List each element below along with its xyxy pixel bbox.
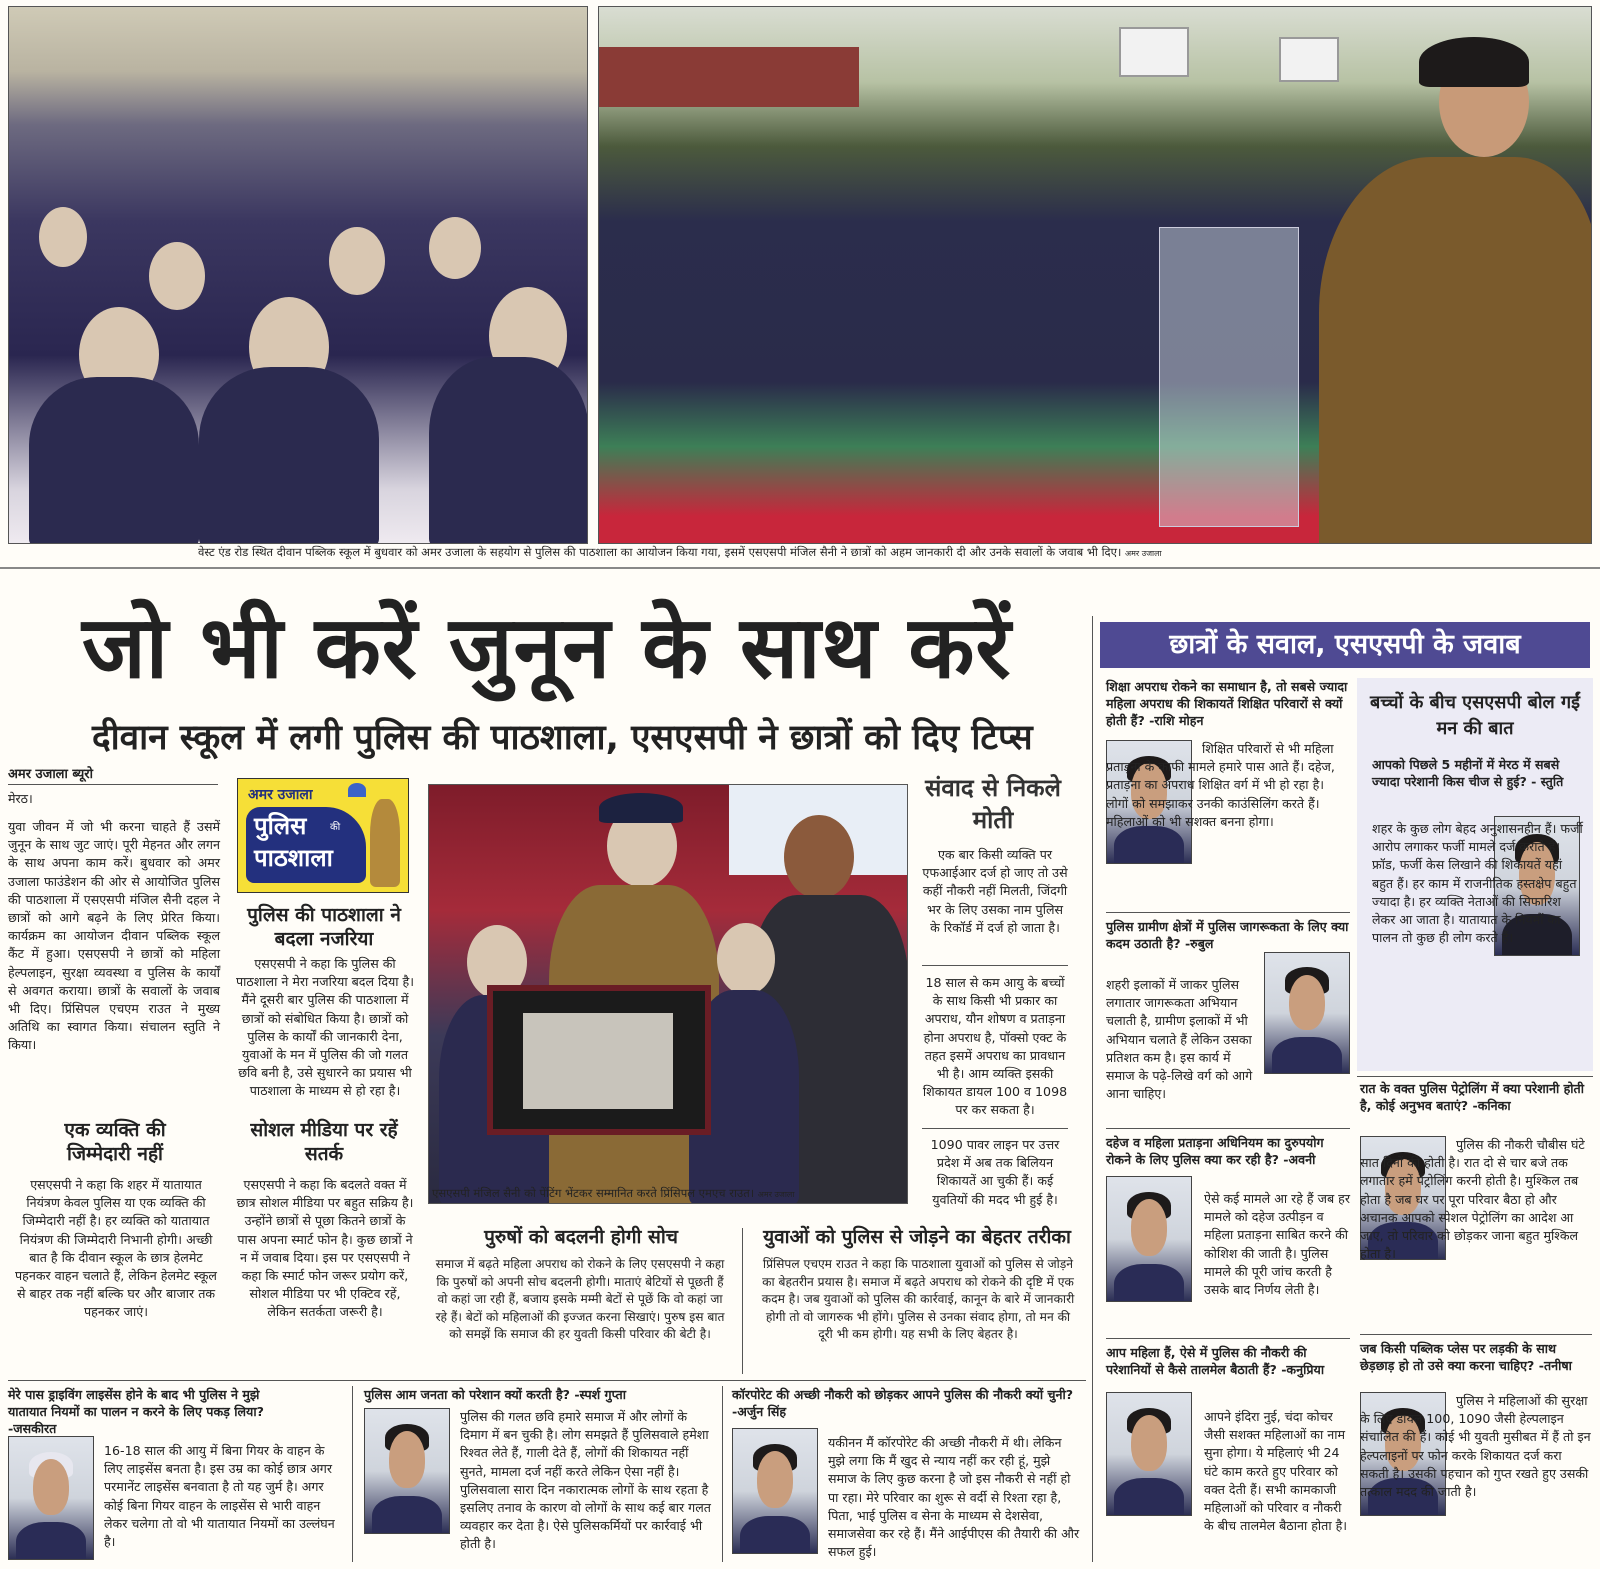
divider — [0, 567, 1600, 569]
bottom-qa-3-question: कॉरपोरेट की अच्छी नौकरी को छोड़कर आपने पुलिस की नौकरी क्यों चुनी? -अर्जुन सिंह — [732, 1387, 1074, 1419]
right-qa-3-question: दहेज व महिला प्रताड़ना अधिनियम का दुरुपयोग रोकने के लिए पुलिस क्या कर रही है? -अवनी — [1106, 1135, 1324, 1167]
photo-ssp-addressing-students — [598, 6, 1592, 544]
dateline: मेरठ। — [8, 791, 33, 806]
right-qa-2-question: पुलिस ग्रामीण क्षेत्रों में पुलिस जागरूकता के लिए क्या कदम उठाती है? -रुबुल — [1106, 919, 1349, 951]
siren-icon — [348, 783, 366, 797]
center-photo-caption: एसएसपी मंजिल सैनी को पेंटिंग भेंटकर सम्मानित करते प्रिंसिपल एमएच राउत। अमर उजाला — [432, 1186, 795, 1200]
samvad-title: संवाद से निकले मोती — [925, 774, 1061, 834]
qa-tanisha-answer: पुलिस ने महिलाओं की सुरक्षा के लिए डायल 100, 1090 जैसी हेल्पलाइन संचालित की हैं। कोई भी युवती मुसीबत में हैं तो इन हेल्पलाइनों पर फोन करके शिकायत दर्ज करा सकती है। उसकी पहचान को गुप्त रखते हुए उसकी तत्काल मदद की जाती है। — [1360, 1393, 1591, 1500]
student-photo-jaskirat — [8, 1436, 94, 1560]
bottom-qa-1-question: मेरे पास ड्राइविंग लाइसेंस होने के बाद भी पुलिस ने मुझे यातायात नियमों का पालन न करने के लिए पकड़ लिया? -जसकीरत — [8, 1387, 264, 1436]
logo-line1: पुलिस — [254, 812, 307, 840]
right-qa-4-answer: आपने इंदिरा नुई, चंदा कोचर जैसी सशक्त महिलाओं का नाम सुना होगा। ये महिलाएं भी 24 घंटे काम करते हुए परिवार को वक्त देती हैं। सभी कामकाजी महिलाओं को परिवार व नौकरी के बीच तालमेल बैठाना होता है। — [1204, 1409, 1348, 1534]
section-title-social: सोशल मीडिया पर रहें सतर्क — [250, 1119, 398, 1165]
section-title-nazariya: पुलिस की पाठशाला ने बदला नजरिया — [247, 904, 401, 950]
headline: जो भी करें जुनून के साथ करें — [82, 598, 1012, 698]
police-figure-icon — [370, 799, 400, 887]
photo-students-girls — [8, 6, 588, 544]
box-mann-question: आपको पिछले 5 महीनों में मेरठ में सबसे ज्यादा परेशानी किस चीज से हुई? - स्तुति — [1372, 757, 1564, 789]
right-qa-2-answer: शहरी इलाकों में जाकर पुलिस लगातार जागरूकता अभियान चलाती है, ग्रामीण इलाकों में भी अभियान चलाते हैं लेकिन उसका प्रतिशत कम है। इस कार्य में समाज के पढ़े-लिखे वर्ग को आगे आना चाहिए। — [1106, 977, 1253, 1102]
section-text-nazariya: एसएसपी ने कहा कि पुलिस की पाठशाला ने मेरा नजरिया बदल दिया है। मैंने दूसरी बार पुलिस की पाठशाला में छात्रों को संबोधित किया है। छात्रों को पुलिस के कार्यों की जानकारी देना, युवाओं के मन में पुलिस की जो गलत छवि बनी है, उसे सुधारने का प्रयास भी पाठशाला के माध्यम से हो रहा है। — [235, 956, 414, 1099]
framed-painting — [487, 985, 711, 1135]
bottom-qa-2-answer: पुलिस की गलत छवि हमारे समाज में और लोगों के दिमाग में बन चुकी है। लोग समझते हैं पुलिसवाले हमेशा रिश्वत लेते हैं, गाली देते हैं, लोगों की शिकायत नहीं सुनते, मामला दर्ज नहीं करते लेकिन ऐसा नहीं है। पुलिसवाला सारा दिन नकारात्मक लोगों के साथ रहता है इसलिए तनाव के कारण वो लोगों के साथ कई बार गलत व्यवहार कर देता है। ऐसे पुलिसकर्मियों पर कार्रवाई भी होती है। — [460, 1409, 711, 1552]
student-photo-kanupriya — [1106, 1392, 1192, 1516]
photo-principal-honours-ssp — [428, 784, 908, 1204]
top-photo-caption: वेस्ट एंड रोड स्थित दीवान पब्लिक स्कूल में बुधवार को अमर उजाला के सहयोग से पुलिस की पाठशाला का आयोजन किया गया, इसमें एसएसपी मंजिल सैनी ने छात्रों को अहम जानकारी दी और उनके सवालों के जवाब भी दिए। अमर उजाला — [198, 545, 1162, 559]
section-text-vyakti: एसएसपी ने कहा कि शहर में यातायात नियंत्रण केवल पुलिस या एक व्यक्ति की जिम्मेदारी नहीं है। हर व्यक्ति को यातायात नियंत्रण की जिम्मेदारी निभानी होगी। अच्छी बात है कि दीवान स्कूल के छात्र हेलमेट पहनकर वाहन चलाते हैं, लेकिन हेलमेट स्कूल से बाहर तक नहीं बल्कि घर और बाजार तक पहनकर जाएं। — [15, 1177, 217, 1320]
logo-brand: अमर उजाला — [248, 787, 313, 803]
logo-line2: पाठशाला — [254, 844, 333, 872]
section-title-purush: पुरुषों को बदलनी होगी सोच — [484, 1226, 678, 1248]
bottom-qa-3-answer: यकीनन मैं कॉरपोरेट की अच्छी नौकरी में थी। लेकिन मुझे लगा कि मैं खुद से न्याय नहीं कर रही हूं, मुझे समाज के लिए कुछ करना है जो इस नौकरी से नहीं हो पा रहा। मेरे परिवार का शुरू से वर्दी से रिश्ता रहा है, पिता, भाई पुलिस व सेना के माध्यम से देशसेवा, समाजसेवा कर रहे हैं। मैंने आईपीएस की तैयारी की और सफल हुई। — [828, 1435, 1080, 1560]
section-text-social: एसएसपी ने कहा कि बदलते वक्त में छात्र सोशल मीडिया पर बहुत सक्रिय है। उन्होंने छात्रों से पूछा कितने छात्रों के पास अपना स्मार्ट फोन है। कुछ छात्रों ने न में जवाब दिया। इस पर एसएसपी ने कहा कि स्मार्ट फोन जरूर प्रयोग करें, सोशल मीडिया पर भी एक्टिव रहें, लेकिन सतर्कता जरूरी है। — [236, 1177, 414, 1320]
student-photo-rubul — [1264, 952, 1350, 1074]
samvad-p3: 1090 पावर लाइन पर उत्तर प्रदेश में अब तक बिलियन शिकायतें आ चुकी हैं। कई युवतियों की मदद भी हुई है। — [930, 1137, 1060, 1207]
qa-section-header: छात्रों के सवाल, एसएसपी के जवाब — [1100, 622, 1590, 668]
section-text-yuva: प्रिंसिपल एचएम राउत ने कहा कि पाठशाला युवाओं को पुलिस से जोड़ने का बेहतरीन प्रयास है। समाज में बढ़ते अपराध को रोकने की दृष्टि में एक कदम है। जब युवाओं को पुलिस की कार्रवाई, कानून के बारे में जानकारी होगी तो वो जागरुक भी होंगे। पुलिस से उनका संवाद होगा, तो मन की दूरी भी कम होगी। यह सभी के लिए बेहतर है। — [761, 1257, 1075, 1342]
bottom-qa-1-answer: 16-18 साल की आयु में बिना गियर के वाहन के लिए लाइसेंस बनता है। इस उम्र का कोई छात्र अगर परमानेंट लाइसेंस बनवाता है तो यह जुर्म है। अगर कोई बिना गियर वाहन के लाइसेंस से भारी वाहन लेकर चलेगा तो वो भी यातायात नियमों का उल्लंघन है। — [104, 1443, 335, 1550]
qa-kanika-question: रात के वक्त पुलिस पेट्रोलिंग में क्या परेशानी होती है, कोई अनुभव बताएं? -कनिका — [1360, 1081, 1584, 1113]
lead-article-text: युवा जीवन में जो भी करना चाहते हैं उसमें जुनून के साथ जुट जाएं। पूरी मेहनत और लगन के साथ अपना काम करें। बुधवार को अमर उजाला फाउंडेशन की ओर से आयोजित पुलिस की पाठशाला में एसएसपी मंजिल सैनी दहल ने छात्रों को आगे बढ़ने के लिए प्रेरित किया। कार्यक्रम का आयोजन दीवान पब्लिक स्कूल कैंट में हुआ। एसएसपी ने छात्रों को महिला हेल्पलाइन, सुरक्षा व्यवस्था व पुलिस के कार्यों से अवगत कराया। छात्रों के सवालों के जवाब भी दिए। प्रिंसिपल एचएम राउत ने मुख्य अतिथि का स्वागत किया। संचालन स्तुति ने किया। — [8, 819, 220, 1053]
student-photo-sparsh — [364, 1408, 450, 1534]
bottom-qa-2-question: पुलिस आम जनता को परेशान क्यों करती है? -स्पर्श गुप्ता — [364, 1387, 626, 1402]
section-title-yuva: युवाओं को पुलिस से जोड़ने का बेहतर तरीका — [763, 1226, 1071, 1248]
student-photo-arjun — [732, 1428, 818, 1554]
right-qa-1-answer: शिक्षित परिवारों से भी महिला प्रताड़ना के काफी मामले हमारे पास आते हैं। दहेज, प्रताड़ना का अपराध शिक्षित वर्ग में भी हो रहा है। लोगों को समझाकर उनकी काउंसिलिंग करते हैं। महिलाओं को भी सशक्त बनना होगा। — [1106, 741, 1335, 829]
section-text-purush: समाज में बढ़ते महिला अपराध को रोकने के लिए एसएसपी ने कहा कि पुरुषों को अपनी सोच बदलनी होगी। माताएं बेटियों से पूछती हैं वो कहां जा रही हैं, बजाय इसके मम्मी बेटों से पूछें कि वो कहां जा रहे हैं। बेटों को महिलाओं की इज्जत करना सिखाएं। पुरुष इस बात को समझें कि समाज की हर युवती किसी परिवार की बेटी है। — [435, 1257, 725, 1342]
right-qa-3-answer: ऐसे कई मामले आ रहे हैं जब हर मामले को दहेज उत्पीड़न व महिला प्रताड़ना साबित करने की कोशिश की जाती है। पुलिस मामले की पूरी जांच करती है उसके बाद निर्णय लेती है। — [1204, 1191, 1350, 1298]
qa-tanisha-question: जब किसी पब्लिक प्लेस पर लड़की के साथ छेड़छाड़ हो तो उसे क्या करना चाहिए? -तनीषा — [1360, 1341, 1572, 1373]
byline: अमर उजाला ब्यूरो — [8, 767, 93, 782]
logo-line-small: की — [330, 822, 341, 833]
subheadline: दीवान स्कूल में लगी पुलिस की पाठशाला, एसएसपी ने छात्रों को दिए टिप्स — [92, 718, 1033, 758]
qa-kanika-answer: पुलिस की नौकरी चौबीस घंटे सात दिनों की होती है। रात दो से चार बजे तक लगातार हमें पेट्रोलिंग करनी होती है। मुश्किल तब होता है जब घर पर पूरा परिवार बैठा हो और अचानक आपको स्पेशल पेट्रोलिंग का आदेश आ जाए, तो परिवार को छोड़कर जाना बहुत मुश्किल होता है। — [1360, 1137, 1585, 1262]
student-photo-avni — [1106, 1176, 1192, 1302]
box-mann-title: बच्चों के बीच एसएसपी बोल गईं मन की बात — [1370, 692, 1580, 739]
samvad-p1: एक बार किसी व्यक्ति पर एफआईआर दर्ज हो जाए तो उसे कहीं नौकरी नहीं मिलती, जिंदगी भर के लिए उसका नाम पुलिस के रिकॉर्ड में दर्ज हो जाता है। — [922, 847, 1068, 935]
right-qa-1-question: शिक्षा अपराध रोकने का समाधान है, तो सबसे ज्यादा महिला अपराध की शिकायतें शिक्षित परिवारों से क्यों होती हैं? -राशि मोहन — [1106, 679, 1348, 728]
samvad-p2: 18 साल से कम आयु के बच्चों के साथ किसी भी प्रकार का अपराध, यौन शोषण व प्रताड़ना होना अपराध है, पॉक्सो एक्ट के तहत इसमें अपराध का प्रावधान भी है। आम व्यक्ति इसकी शिकायत डायल 100 व 1098 पर कर सकता है। — [922, 975, 1068, 1118]
pathshala-logo — [237, 778, 409, 893]
section-title-vyakti: एक व्यक्ति की जिम्मेदारी नहीं — [64, 1119, 166, 1165]
box-mann-answer: शहर के कुछ लोग बेहद अनुशासनहीन हैं। फर्जी आरोप लगाकर फर्जी मामले दर्ज कराते हैं। फ्रॉड, फर्जी केस लिखाने की शिकायतें यहां बहुत हैं। हर काम में राजनीतिक हस्तक्षेप बहुत ज्यादा है। हर व्यक्ति नेताओं की सिफारिश लेकर आ जाता है। यातायात के नियमों का पालन तो कुछ ही लोग करते हैं। — [1372, 821, 1583, 946]
right-qa-4-question: आप महिला हैं, ऐसे में पुलिस की नौकरी की परेशानियों से कैसे तालमेल बैठाती हैं? -कनुप्रिया — [1106, 1345, 1325, 1377]
